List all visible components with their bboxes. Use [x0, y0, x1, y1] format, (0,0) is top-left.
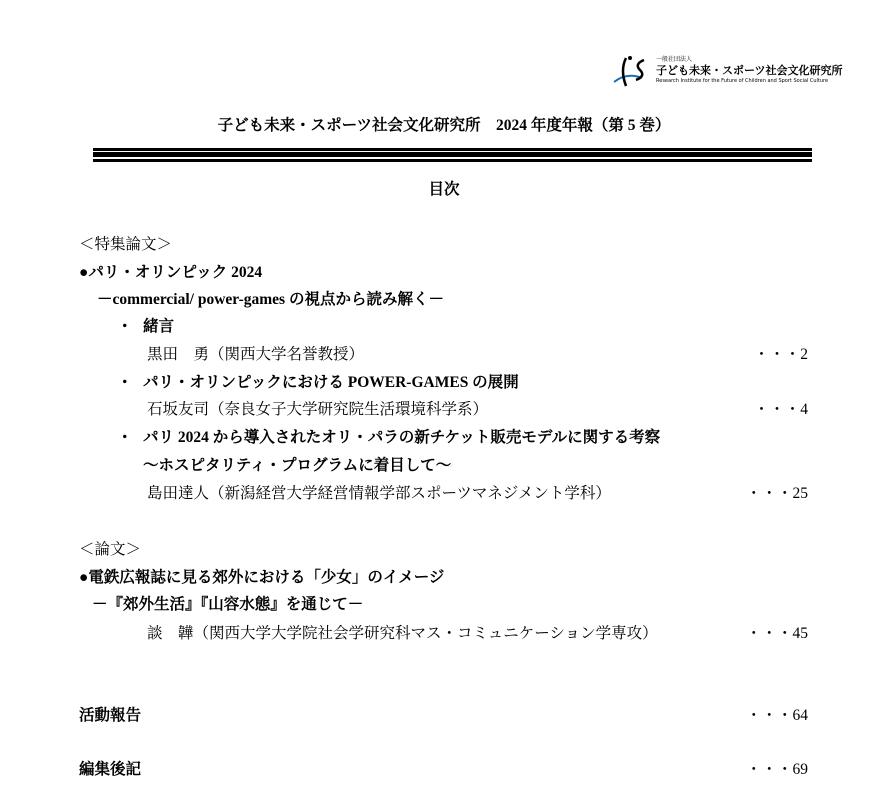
entry-title: 緒言: [143, 318, 175, 335]
entry-author: 談 韡（関西大学大学院社会学研究科マス・コミュニケーション学専攻）: [147, 625, 658, 642]
logo-english: Research Institute for the Future of Children and Sport Social Culture: [656, 78, 829, 84]
entry-page: ・・・4: [753, 401, 808, 418]
activity-label: 活動報告: [79, 707, 142, 724]
postscript-label: 編集後記: [79, 761, 142, 778]
header-rule-top: [93, 148, 812, 151]
logo-name: 子ども未来・スポーツ社会文化研究所: [656, 64, 843, 77]
entry-title: ●電鉄広報誌に見る郊外における「少女」のイメージ: [79, 569, 445, 586]
entry-page: ・・・45: [745, 625, 808, 642]
bullet: ・: [117, 318, 133, 335]
logo-figure-icon: [612, 52, 654, 92]
entry-page: ・・・25: [745, 485, 808, 502]
entry-title: パリ・オリンピックにおける POWER-GAMES の展開: [143, 374, 519, 391]
entry-subtitle: －『郊外生活』『山容水態』を通じて－: [92, 596, 364, 613]
bullet: ・: [117, 429, 133, 446]
entry-title: パリ 2024 から導入されたオリ・パラの新チケット販売モデルに関する考察: [143, 429, 661, 446]
entry-author: 石坂友司（奈良女子大学研究院生活環境科学系）: [147, 401, 489, 418]
logo-small-text: 一般社団法人: [656, 56, 693, 63]
activity-page: ・・・64: [745, 707, 808, 724]
header-rule-bottom: [93, 159, 812, 162]
special-subtitle: －commercial/ power-games の視点から読み解く－: [97, 291, 444, 308]
entry-author: 島田達人（新潟経営大学経営情報学部スポーツマネジメント学科）: [147, 485, 611, 502]
header-rule-middle: [93, 152, 812, 157]
document-header-title: 子ども未来・スポーツ社会文化研究所 2024 年度年報（第 5 巻）: [217, 117, 671, 134]
section-paper: ＜論文＞: [79, 541, 142, 558]
special-title: ●パリ・オリンピック 2024: [79, 264, 263, 281]
entry-author: 黒田 勇（関西大学名誉教授）: [147, 346, 365, 363]
postscript-page: ・・・69: [745, 761, 808, 778]
section-special: ＜特集論文＞: [79, 236, 173, 253]
entry-page: ・・・2: [753, 346, 808, 363]
institute-logo: [612, 52, 843, 92]
toc-title: 目次: [428, 181, 460, 198]
entry-subtitle: ～ホスピタリティ・プログラムに着目して～: [143, 457, 452, 474]
bullet: ・: [117, 374, 133, 391]
